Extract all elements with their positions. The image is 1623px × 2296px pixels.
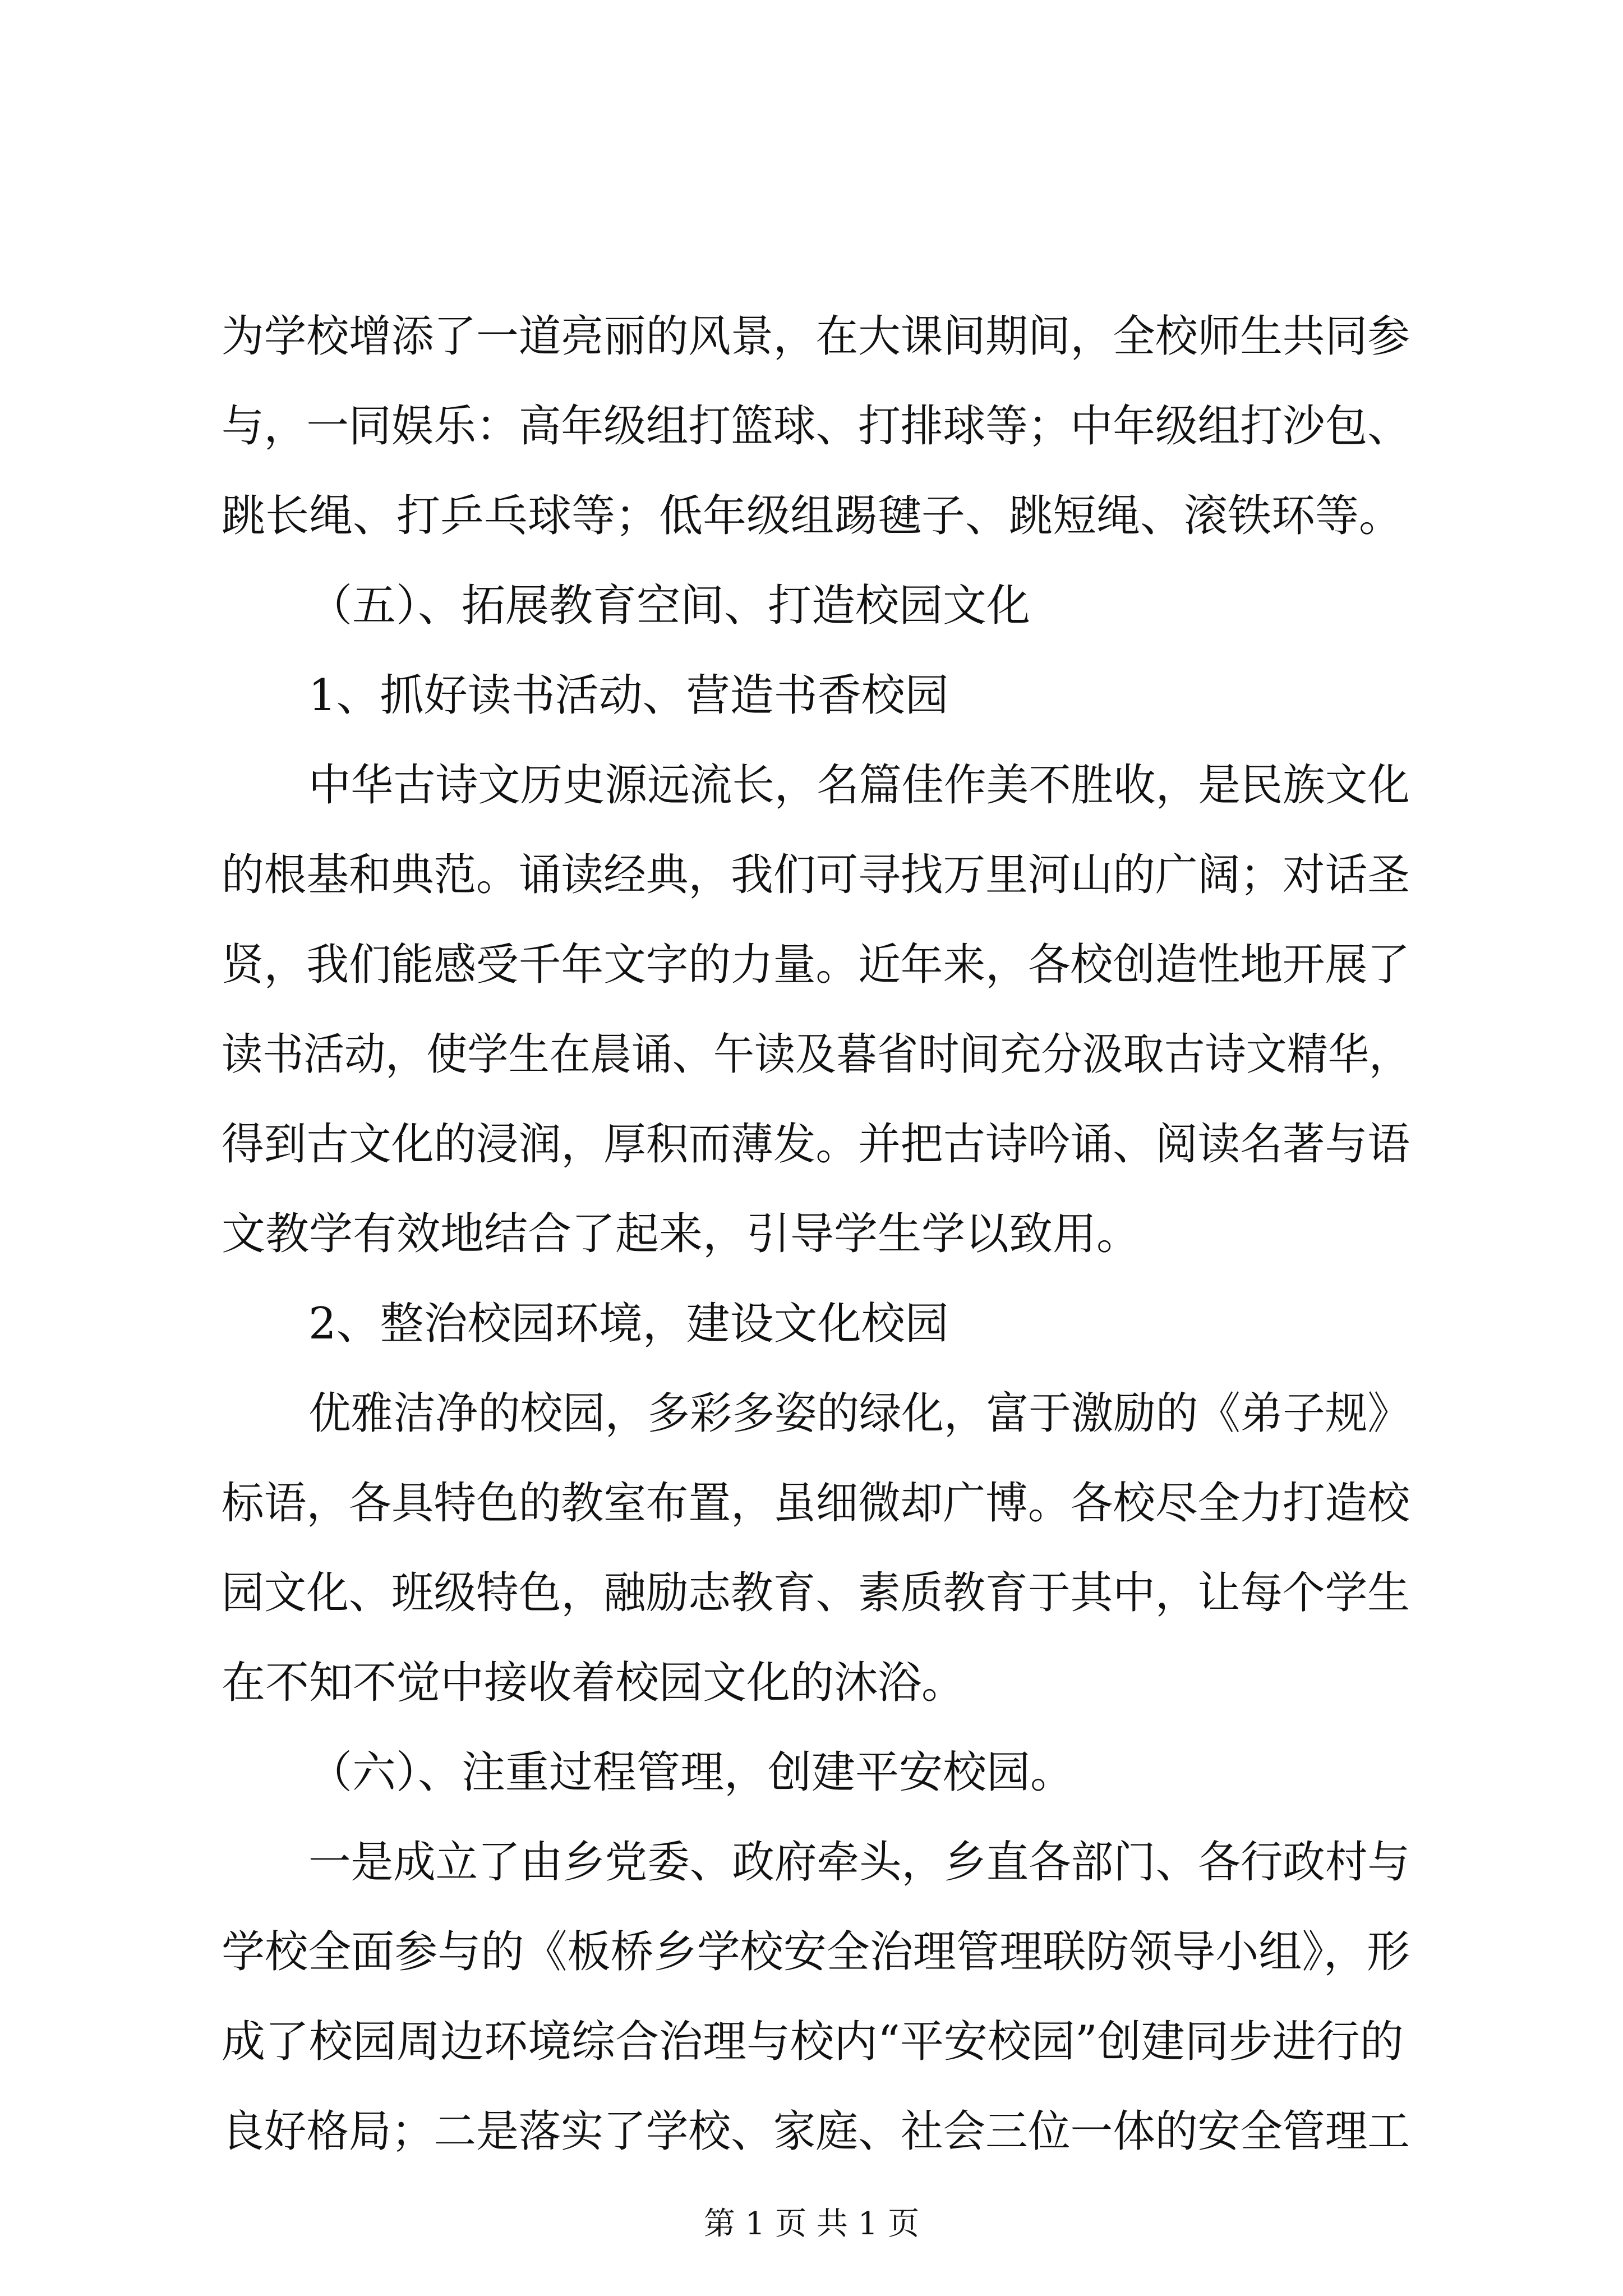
paragraph-line: 读书活动，使学生在晨诵、午读及暮省时间充分汲取古诗文精华， (222, 1029, 1410, 1080)
paragraph-line: 贤，我们能感受千年文字的力量。近年来，各校创造性地开展了 (222, 940, 1410, 990)
paragraph-line: 标语，各具特色的教室布置，虽细微却广博。各校尽全力打造校 (222, 1478, 1410, 1529)
paragraph-line: 文教学有效地结合了起来，引导学生学以致用。 (222, 1209, 1141, 1259)
paragraph-line: 成了校园周边环境综合治理与校内“平安校园”创建同步进行的 (222, 2017, 1404, 2067)
paragraph-line: 跳长绳、打乒乓球等；低年级组踢毽子、跳短绳、滚铁环等。 (222, 491, 1403, 541)
paragraph-line: 良好格局；二是落实了学校、家庭、社会三位一体的安全管理工 (222, 2106, 1410, 2157)
paragraph-line: 为学校增添了一道亮丽的风景，在大课间期间，全校师生共同参 (222, 311, 1410, 362)
paragraph-line: 得到古文化的浸润，厚积而薄发。并把古诗吟诵、阅读名著与语 (222, 1119, 1410, 1170)
paragraph-line: 与，一同娱乐：高年级组打篮球、打排球等；中年级组打沙包、 (222, 401, 1410, 452)
page-footer: 第 1 页 共 1 页 (703, 2206, 920, 2242)
section-heading: （五）、拓展教育空间、打造校园文化 (308, 581, 1031, 631)
paragraph-line: 在不知不觉中接收着校园文化的沐浴。 (222, 1658, 966, 1708)
section-heading: （六）、注重过程管理，创建平安校园。 (308, 1747, 1075, 1798)
paragraph-line: 中华古诗文历史源远流长，名篇佳作美不胜收，是民族文化 (308, 760, 1410, 811)
paragraph-line: 一是成立了由乡党委、政府牵头，乡直各部门、各行政村与 (308, 1837, 1410, 1888)
paragraph-line: 园文化、班级特色，融励志教育、素质教育于其中，让每个学生 (222, 1568, 1410, 1618)
subsection-heading: 1、抓好读书活动、营造书香校园 (308, 670, 949, 721)
subsection-heading: 2、整治校园环境，建设文化校园 (308, 1299, 949, 1349)
paragraph-line: 优雅洁净的校园，多彩多姿的绿化，富于激励的《弟子规》 (308, 1388, 1410, 1439)
paragraph-line: 学校全面参与的《板桥乡学校安全治理管理联防领导小组》，形 (222, 1927, 1410, 1977)
paragraph-line: 的根基和典范。诵读经典，我们可寻找万里河山的广阔；对话圣 (222, 850, 1410, 900)
